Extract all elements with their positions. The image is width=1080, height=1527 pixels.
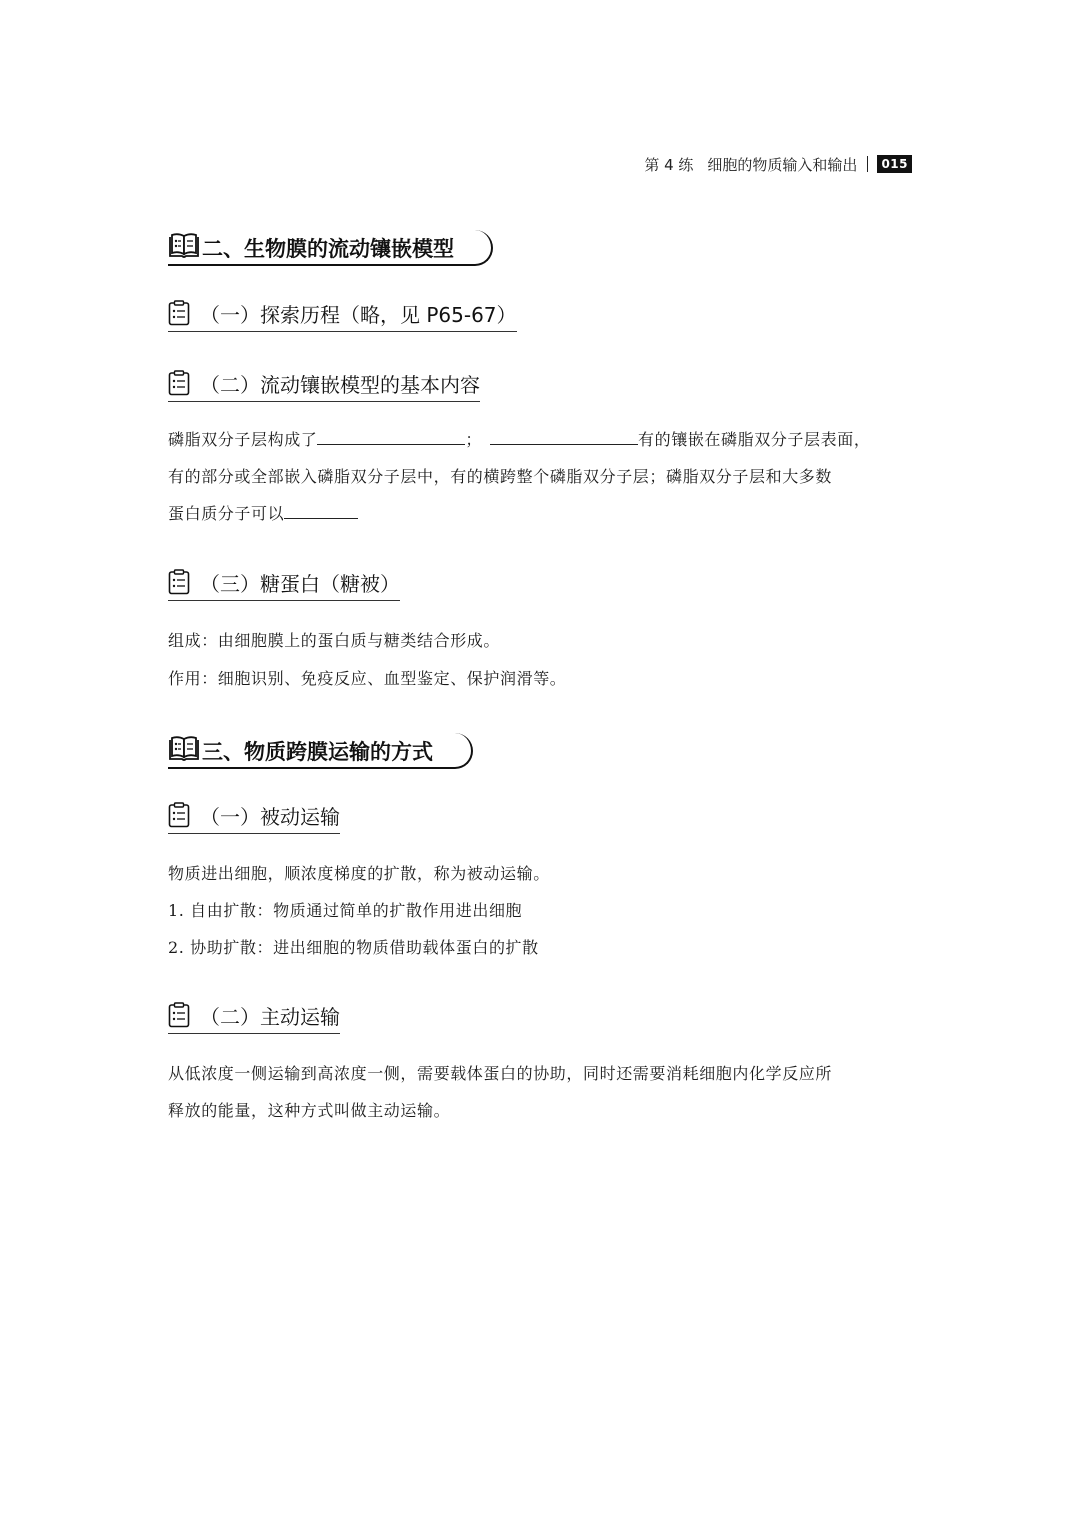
text-line: 2. 协助扩散：进出细胞的物质借助载体蛋白的扩散 [168,938,539,957]
page-number: 015 [877,155,912,173]
subheading-active-transport [168,999,340,1034]
subheading-title: （一）被动运输 [200,804,340,829]
text-line: 从低浓度一侧运输到高浓度一侧，需要载体蛋白的协助，同时还需要消耗细胞内化学反应所 [168,1064,833,1083]
text-line: 作用：细胞识别、免疫反应、血型鉴定、保护润滑等。 [168,669,567,688]
page-header [644,153,912,175]
chapter-title: 细胞的物质输入和输出 [707,155,858,174]
header-divider [867,156,868,172]
subheading-model-content [168,367,480,402]
subheading-glycoprotein [168,566,400,601]
text-fragment: 有的镶嵌在磷脂双分子层表面， [638,430,871,449]
chapter-label: 第 4 练 [644,155,694,174]
section-title: 三、物质跨膜运输的方式 [202,740,433,764]
subheading-passive-transport [168,799,340,834]
section-title: 二、生物膜的流动镶嵌模型 [202,237,454,261]
text-fragment: 有的部分或全部嵌入磷脂双分子层中，有的横跨整个磷脂双分子层；磷脂双分子层和大多数 [168,467,833,486]
subheading-title: （二）流动镶嵌模型的基本内容 [200,372,480,397]
section-heading-transport [168,733,473,769]
section-heading-membrane-model [168,230,493,266]
text-fragment: 蛋白质分子可以 [168,504,285,523]
open-book-icon [168,231,200,259]
text-line: 组成：由细胞膜上的蛋白质与糖类结合形成。 [168,631,501,650]
fill-blank-2[interactable] [490,426,638,445]
open-book-icon [168,734,200,762]
text-fragment: 磷脂双分子层构成了 [168,430,318,449]
clipboard-icon [168,802,190,828]
fill-blank-1[interactable] [317,426,465,445]
subheading-title: （二）主动运输 [200,1004,340,1029]
paragraph-model-content [168,421,913,532]
fill-blank-3[interactable] [284,500,358,519]
subheading-title: （三）糖蛋白（糖被） [200,571,400,596]
text-line: 1. 自由扩散：物质通过简单的扩散作用进出细胞 [168,901,523,920]
subheading-title: （一）探索历程（略，见 P65-67） [200,302,517,327]
text-line: 物质进出细胞，顺浓度梯度的扩散，称为被动运输。 [168,864,550,883]
text-fragment: ； [465,430,483,449]
text-line: 释放的能量，这种方式叫做主动运输。 [168,1101,451,1120]
clipboard-icon [168,1002,190,1028]
clipboard-icon [168,569,190,595]
clipboard-icon [168,370,190,396]
clipboard-icon [168,300,190,326]
subheading-exploration-history [168,297,517,332]
